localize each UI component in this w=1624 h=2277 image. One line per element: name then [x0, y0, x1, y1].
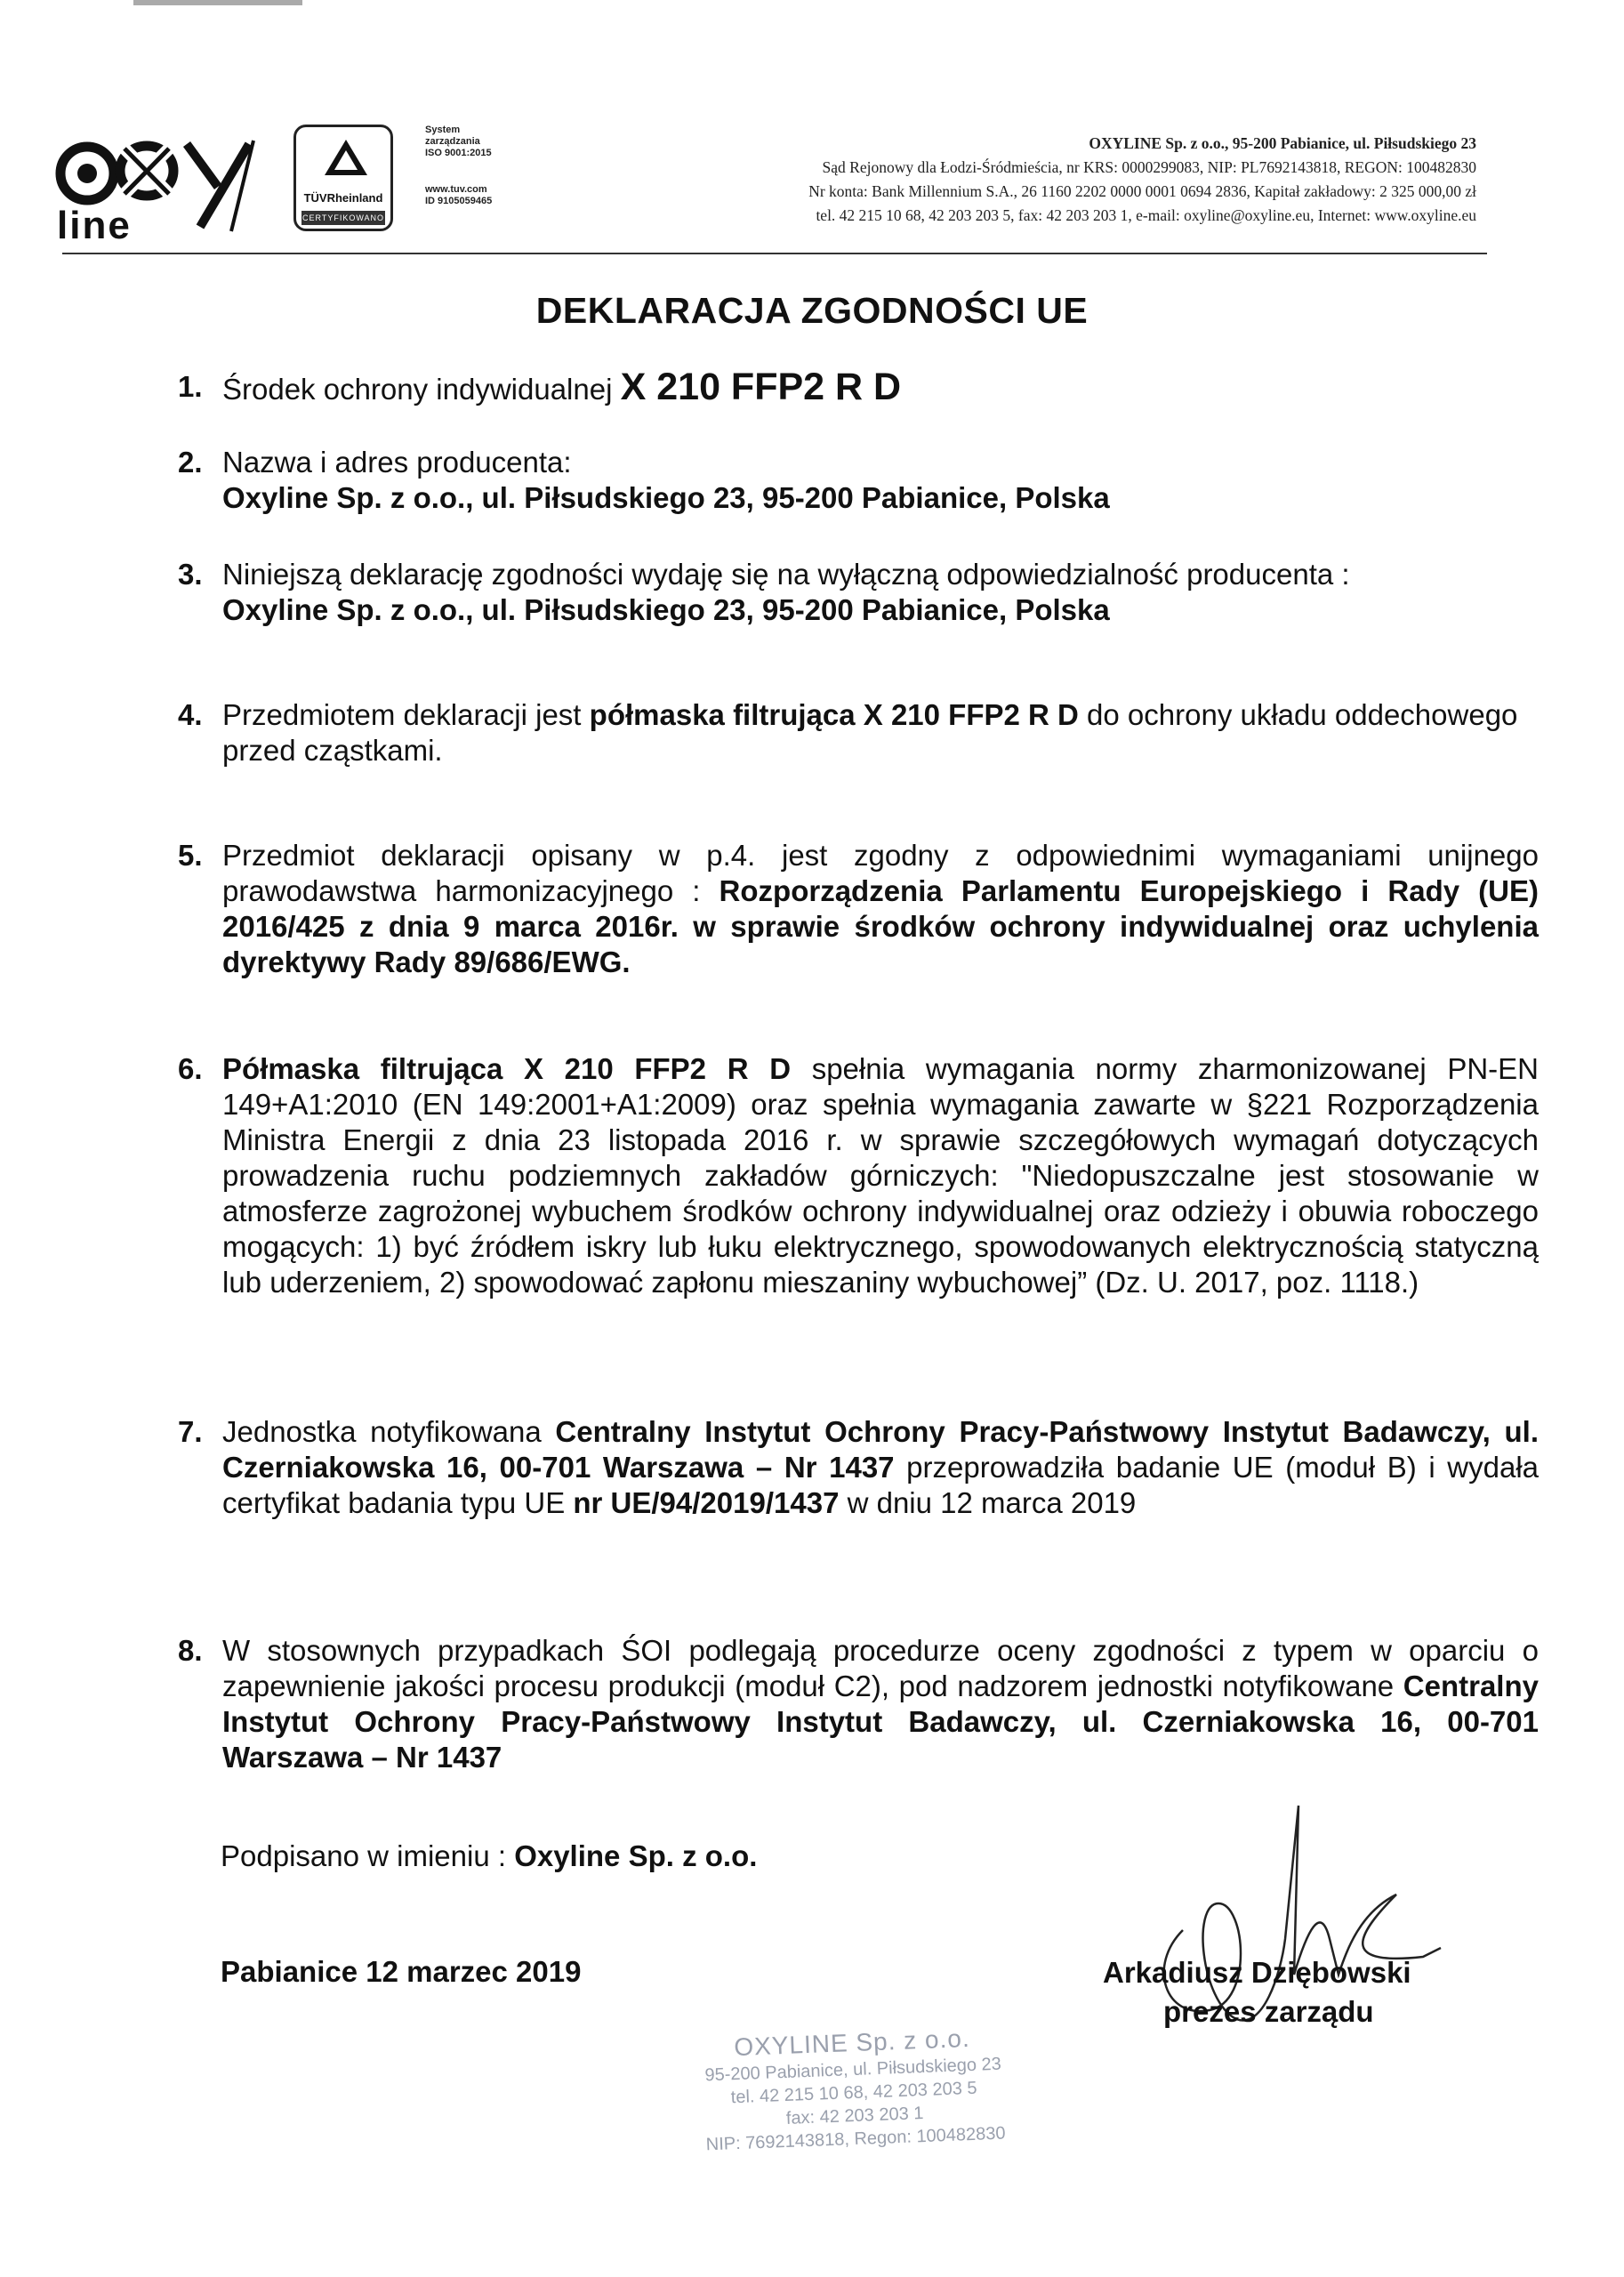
company-line: Sąd Rejonowy dla Łodzi-Śródmieścia, nr KRS: 0000299083, NIP: PL7692143818, REGON: 100482830 — [822, 158, 1476, 176]
item-8: 8. W stosownych przypadkach ŚOI podlegają procedurze oceny zgodności z typem w oparciu o zapewnienie jakości procesu produkcji (moduł C2), pod nadzorem jednostki notyfikowane Centralny Instytut Ochrony Pracy-Państwowy Instytut Badawczy, ul. Czerniakowska 16, 00-701 Warszawa – Nr 1437 — [178, 1634, 1539, 1774]
company-line: tel. 42 215 10 68, 42 203 203 5, fax: 42 203 203 1, e-mail: oxyline@oxyline.eu, Internet: www.oxyline.eu — [816, 206, 1476, 224]
system-label-1: System — [425, 125, 461, 135]
item-1: 1. Środek ochrony indywidualnej X 210 FFP2 R D — [178, 366, 902, 408]
item-7: 7. Jednostka notyfikowana Centralny Instytut Ochrony Pracy-Państwowy Instytut Badawczy, ul. Czerniakowska 16, 00-701 Warszawa – Nr 1437 przeprowadziła badanie UE (moduł B) i wydała certyfikat badania typu UE nr UE/94/2019/1437 w dniu 12 marca 2019 — [178, 1415, 1539, 1519]
producer-address: Oxyline Sp. z o.o., ul. Piłsudskiego 23, 95-200 Pabianice, Polska — [222, 481, 1110, 514]
tuv-website: www.tuv.com — [425, 184, 487, 195]
item-6: 6. Półmaska filtrująca X 210 FFP2 R D spełnia wymagania normy zharmonizowanej PN-EN 149+A1:2010 (EN 149:2001+A1:2009) oraz spełnia wymagania zawarte w §221 Rozporządzenia Ministra Energii z dnia 23 listopada 2016 r. w sprawie szczegółowych wymagań dotyczących prowadzenia ruchu podziemnych zakładów górniczych: "Niedopuszczalne jest stosowanie w atmosferze zagrożonej wybuchem środków ochrony indywidualnej oraz odzieży i obuwia roboczego mogących: 1) być źródłem iskry lub łuku elektrycznego, spowodowanych elektrycznością statyczną lub uderzeniem, 2) spowodować zapłonu mieszaniny wybuchowej” (Dz. U. 2017, poz. 1118.) — [178, 1052, 1539, 1299]
tuv-certificate-badge — [293, 125, 393, 231]
scan-artifact — [133, 0, 302, 5]
iso-standard: ISO 9001:2015 — [425, 148, 492, 158]
signer-block — [1103, 1953, 1459, 2032]
header-divider — [62, 253, 1487, 254]
stamp-line: fax: 42 203 203 1 — [785, 2104, 924, 2128]
svg-text:line: line — [57, 204, 132, 245]
company-line: OXYLINE Sp. z o.o., 95-200 Pabianice, ul. Piłsudskiego 23 — [1089, 134, 1476, 152]
signer-role: prezes zarządu — [1163, 1995, 1374, 2028]
document-title: DEKLARACJA ZGODNOŚCI UE — [535, 290, 1089, 331]
company-stamp — [621, 2019, 1088, 2160]
producer-address: Oxyline Sp. z o.o., ul. Piłsudskiego 23, 95-200 Pabianice, Polska — [222, 593, 1110, 626]
stamp-line: tel. 42 215 10 68, 42 203 203 5 — [730, 2078, 977, 2108]
signer-name: Arkadiusz Dziębowski — [1103, 1956, 1411, 1989]
tuv-bar: CERTYFIKOWANO — [301, 211, 385, 225]
company-info — [614, 132, 1476, 228]
company-line: Nr konta: Bank Millennium S.A., 26 1160 2202 0000 0001 0694 2836, Kapitał zakładowy: 2 325 000,00 zł — [808, 182, 1476, 200]
stamp-line: 95-200 Pabianice, ul. Piłsudskiego 23 — [704, 2054, 1002, 2086]
stamp-company: OXYLINE Sp. z o.o. — [733, 2024, 971, 2062]
item-5: 5. Przedmiot deklaracji opisany w p.4. jest zgodny z odpowiednimi wymaganiami unijnego prawodawstwa harmonizacyjnego : Rozporządzenia Parlamentu Europejskiego i Rady (UE) 2016/425 z dnia 9 marca 2016r. w sprawie środków ochrony indywidualnej oraz uchylenia dyrektywy Rady 89/686/EWG. — [178, 839, 1540, 978]
signed-on-behalf: Podpisano w imieniu : Oxyline Sp. z o.o. — [221, 1839, 758, 1872]
stamp-line: NIP: 7692143818, Regon: 100482830 — [705, 2123, 1006, 2155]
oxyline-logo — [53, 125, 285, 245]
tuv-triangle-icon — [325, 140, 367, 175]
item-3: 3. Niniejszą deklarację zgodności wydaję się na wyłączną odpowiedzialność producenta : Oxyline Sp. z o.o., ul. Piłsudskiego 23, 95-200 Pabianice, Polska — [178, 557, 1539, 628]
system-certificate-info — [425, 125, 532, 207]
item-4: 4. Przedmiotem deklaracji jest półmaska filtrująca X 210 FFP2 R D do ochrony układu oddechowego przed cząstkami. — [178, 698, 1518, 767]
tuv-id: ID 9105059465 — [425, 196, 493, 206]
place-and-date: Pabianice 12 marzec 2019 — [221, 1955, 582, 1988]
system-label-2: zarządzania — [425, 136, 480, 147]
product-name: X 210 FFP2 R D — [620, 366, 902, 408]
tuv-name: TÜVRheinland — [303, 191, 383, 205]
item-2: 2. Nazwa i adres producenta: Oxyline Sp. z o.o., ul. Piłsudskiego 23, 95-200 Pabianice, Polska — [178, 445, 1539, 516]
